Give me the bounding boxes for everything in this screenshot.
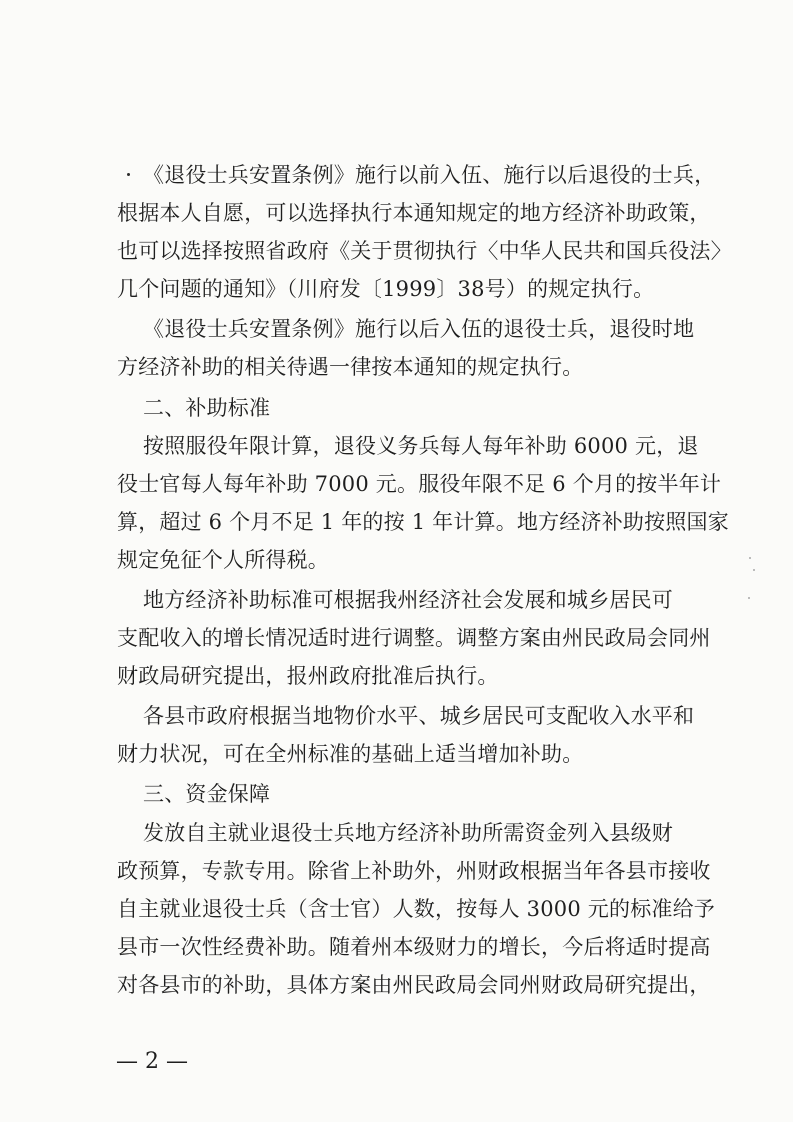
- paragraph-6-line-3: 自主就业退役士兵（含士官）人数，按每人 3000 元的标准给予: [117, 897, 715, 921]
- paragraph-4-line-1: 地方经济补助标准可根据我州经济社会发展和城乡居民可: [143, 588, 673, 612]
- paragraph-1-line-2: 根据本人自愿，可以选择执行本通知规定的地方经济补助政策，: [117, 201, 711, 225]
- paragraph-6-line-2: 政预算，专款专用。除省上补助外，州财政根据当年各县市接收: [117, 859, 711, 883]
- section-heading-2: 二、补助标准: [143, 396, 271, 420]
- paragraph-3-line-3: 算，超过 6 个月不足 1 年的按 1 年计算。地方经济补助按照国家: [117, 510, 729, 534]
- paragraph-6-line-5: 对各县市的补助，具体方案由州民政局会同州财政局研究提出，: [117, 973, 711, 997]
- paragraph-3-line-4: 规定免征个人所得税。: [117, 548, 329, 572]
- paragraph-1-line-4: 几个问题的通知》（川府发〔1999〕38号）的规定执行。: [117, 277, 655, 301]
- paragraph-6-line-4: 县市一次性经费补助。随着州本级财力的增长，今后将适时提高: [117, 935, 711, 959]
- scan-dot: [127, 173, 130, 176]
- paragraph-1-line-3: 也可以选择按照省政府《关于贯彻执行〈中华人民共和国兵役法〉: [117, 239, 732, 263]
- paragraph-3-line-1: 按照服役年限计算，退役义务兵每人每年补助 6000 元，退: [143, 434, 699, 458]
- paragraph-5-line-2: 财力状况，可在全州标准的基础上适当增加补助。: [117, 742, 584, 766]
- paragraph-2-line-1: 《退役士兵安置条例》施行以后入伍的退役士兵，退役时地: [143, 317, 695, 341]
- paragraph-2-line-2: 方经济补助的相关待遇一律按本通知的规定执行。: [117, 355, 584, 379]
- paragraph-1-line-1: 《退役士兵安置条例》施行以前入伍、施行以后退役的士兵，: [143, 163, 716, 187]
- paragraph-6-line-1: 发放自主就业退役士兵地方经济补助所需资金列入县级财: [143, 821, 673, 845]
- section-heading-3: 三、资金保障: [143, 782, 271, 806]
- paragraph-5-line-1: 各县市政府根据当地物价水平、城乡居民可支配收入水平和: [143, 704, 695, 728]
- paragraph-4-line-3: 财政局研究提出，报州政府批准后执行。: [117, 664, 499, 688]
- paragraph-4-line-2: 支配收入的增长情况适时进行调整。调整方案由州民政局会同州: [117, 626, 711, 650]
- paragraph-3-line-2: 役士官每人每年补助 7000 元。服役年限不足 6 个月的按半年计: [117, 472, 722, 496]
- page-number: — 2 —: [116, 1049, 188, 1074]
